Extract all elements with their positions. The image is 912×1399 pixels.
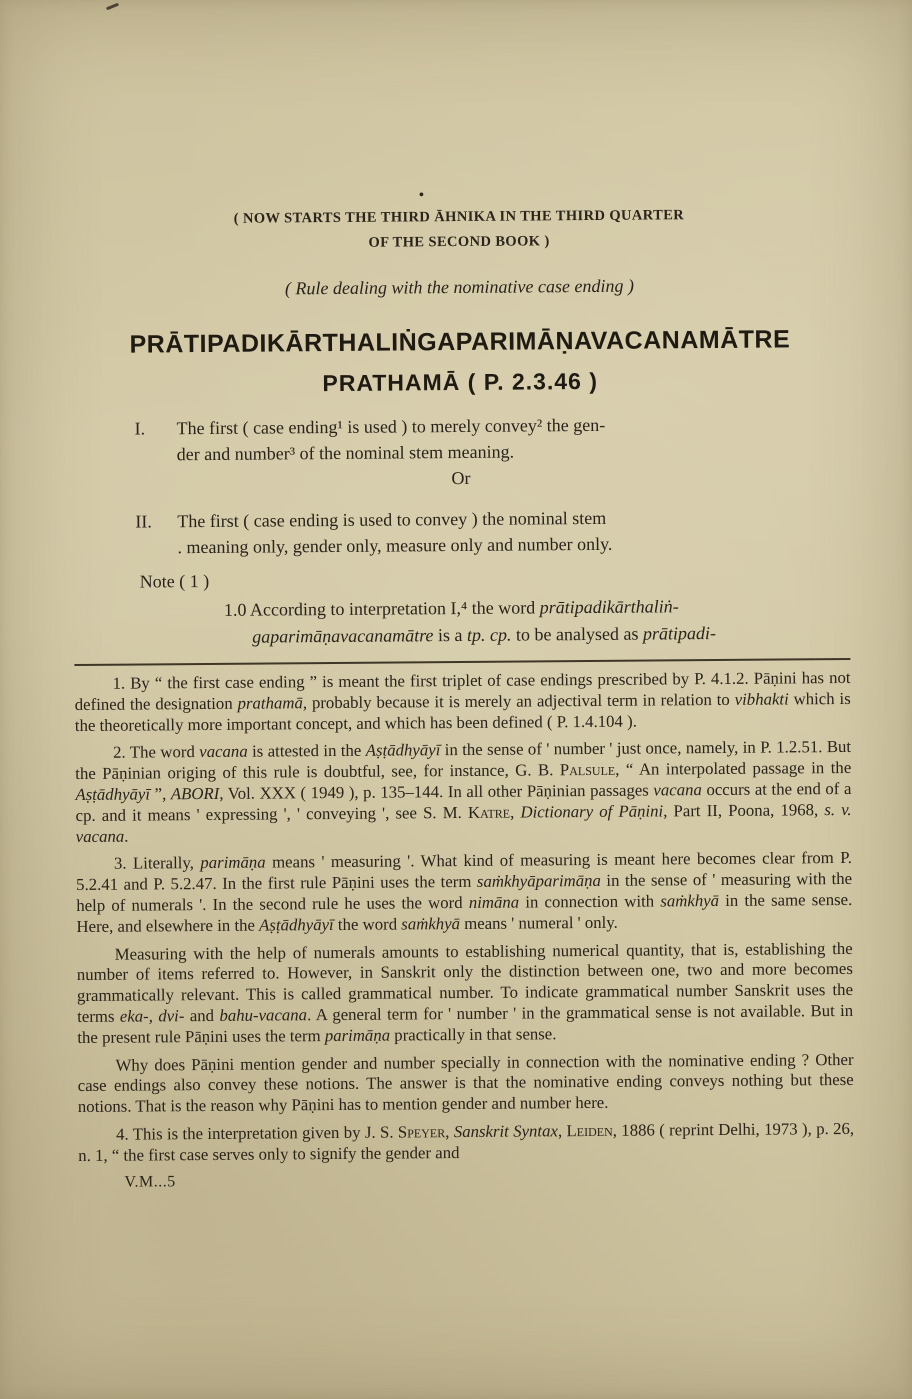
text-segment: 1.0 According to interpretation I,⁴ the word [223,597,540,620]
text-segment: occurs at the end of a cp. and it means ' expressing ', ' conveying ', see S. M. [75,778,852,825]
text-line [177,436,849,467]
text-segment: is attested in the [247,741,366,762]
text-segment: in the sense of ' measuring with the help of numerals '. In the second rule he uses the word [76,869,853,915]
text-segment: , Vol. XXX ( 1949 ), p. 135–144. In all other Pāṇinian passages [219,780,654,803]
text-segment: 4. This is the interpretation given by J. S. [116,1122,398,1144]
text-segment: saṁkhyāparimāṇa [476,871,601,892]
footnote-3 [76,848,853,937]
footnote-1 [74,668,850,736]
interpretation-1-label: I. [134,418,146,439]
sutra-title-line1: PRĀTIPADIKĀRTHALIṄGAPARIMĀṆAVACANAMĀTRE [129,325,791,359]
footnote-3-continuation-1 [77,938,854,1048]
note-heading: Note ( 1 ) [139,570,210,592]
text-segment: and [184,1005,220,1026]
text-segment: in the same sense. Here, and elsewhere in the [76,889,853,936]
text-segment: Why does Pāṇini mention gender and number specially in connection with the nominative ending ? Other case endings also convey these notions. The answer is that the nominative ending conveys nothing but these notions. That is the reason why Pāṇini has to mention gender and number here. [77,1049,854,1117]
text-segment: Sanskrit Syntax [453,1121,558,1142]
text-segment: s. v. vacana [75,799,852,846]
text-segment: parimāṇa [200,852,266,873]
text-segment: . [124,826,129,846]
interpretation-2-label: II. [135,511,152,532]
interpretation-1 [72,410,848,468]
text-segment: der and number³ of the nominal stem meaning. [176,441,515,465]
sutra-title-line2: PRATHAMĀ ( P. 2.3.46 ) [322,367,599,397]
text-segment: 3. Literally, [113,853,201,874]
text-segment: eka-, dvi- [119,1006,185,1026]
interpretation-1-text [176,410,848,467]
text-segment: in the sense of ' number ' just once, namely, in P. 1.2.51. But the Pāṇinian origing of this rule is doubtful, see, for instance, G. B. [75,737,852,784]
text-segment: , probably because it is merely an adjectival term in relation to [302,689,735,713]
text-segment: practically in that sense. [389,1024,557,1045]
rule-subtitle: ( Rule dealing with the nominative case ending ) [284,275,634,299]
text-segment: Aṣṭādhyāyī [259,914,334,935]
text-segment: parimāṇa [324,1025,391,1045]
text-segment: Speyer [397,1122,446,1142]
text-segment: Katre [467,802,511,822]
text-segment: Dictionary of Pāṇini [520,801,664,822]
interpretation-2 [73,503,849,561]
text-segment: the word [333,914,402,934]
text-segment: The first ( case ending is used to convey ) the nominal stem [177,507,607,532]
text-segment: tp. cp. [466,624,512,645]
text-segment: gaparimāṇavacanamātre [252,625,434,647]
text-segment: which is the theoretically more important concept, and which has been defined ( P. 1.4.104 ). [74,688,851,735]
interpretation-2-text [177,503,849,560]
text-segment: saṁkhyā [401,913,461,934]
footnote-3-continuation-2 [77,1049,853,1117]
text-segment: Aṣṭādhyāyī [365,740,441,761]
or-separator: Or [451,467,471,489]
text-segment: , Part II, Poona, 1968, [663,799,825,821]
text-segment: , [557,1121,567,1141]
footnote-2 [75,737,852,847]
text-segment: ABORI [170,783,220,804]
text-line [177,529,849,560]
text-segment: to be analysed as [511,623,644,645]
text-segment: means ' measuring '. What kind of measuring is meant here becomes clear from P. 5.2.41 and P. 5.2.47. In the first rule Pāṇini uses the term [76,848,853,895]
text-segment: . A general term for ' number ' in the grammatical sense is not available. But in the present rule Pāṇini uses the term [77,1000,854,1047]
text-segment: ”, [149,784,171,804]
text-segment: means ' numeral ' only. [459,912,618,933]
text-segment: bahu-vacana [219,1005,308,1025]
text-segment: , “ An interpolated passage in the [615,758,852,779]
chapter-header-line1: ( NOW STARTS THE THIRD ĀHNIKA IN THE THIRD QUARTER [233,207,685,227]
text-segment: prātipadikārthaliṅ- [539,596,679,618]
text-segment: . meaning only, gender only, measure only and number only. [177,533,613,558]
text-segment: , 1886 ( reprint Delhi, 1973 ), p. 26, n. 1, “ the first case serves only to signify the gender and [78,1118,855,1165]
text-segment: in connection with [519,891,661,912]
footnote-divider [74,658,850,666]
page-content [69,0,854,1192]
text-segment: is a [433,624,468,646]
text-segment: nimāna [468,892,520,912]
text-segment: Measuring with the help of numerals amounts to establishing numerical quantity, that is, establishing the number of items referred to. However, in Sanskrit only the distinction between one, two and more becomes grammatically relevant. This is called grammatical number. To indicate grammatical number Sanskrit uses the terms [76,938,854,1026]
note-paragraph [74,592,850,652]
text-segment: , [510,802,521,822]
text-segment: saṁkhyā [660,890,720,911]
text-segment: Leiden [566,1120,613,1141]
text-segment: The first ( case ending¹ is used ) to merely convey² the gen- [176,414,606,439]
text-line [224,619,850,651]
text-segment: vacana [199,742,248,762]
footnote-4 [78,1119,854,1167]
signature-mark: V.M...5 [124,1172,176,1191]
scan-artifact-dot: • [419,188,424,203]
text-segment: prathamā [237,693,303,713]
text-segment: vacana [653,780,702,800]
text-segment: prātipadi- [642,622,717,644]
text-segment: 1. By “ the first case ending ” is meant the first triplet of case endings prescribed by P. 4.1.2. Pāṇini has not defined the designation [74,667,851,714]
text-segment: 2. The word [113,742,200,763]
text-segment: , [445,1122,454,1142]
chapter-header-line2: OF THE SECOND BOOK ) [368,233,550,251]
text-segment: vibhakti [734,689,789,709]
text-segment: Aṣṭādhyāyī [75,784,151,805]
text-segment: Palsule [559,759,616,780]
